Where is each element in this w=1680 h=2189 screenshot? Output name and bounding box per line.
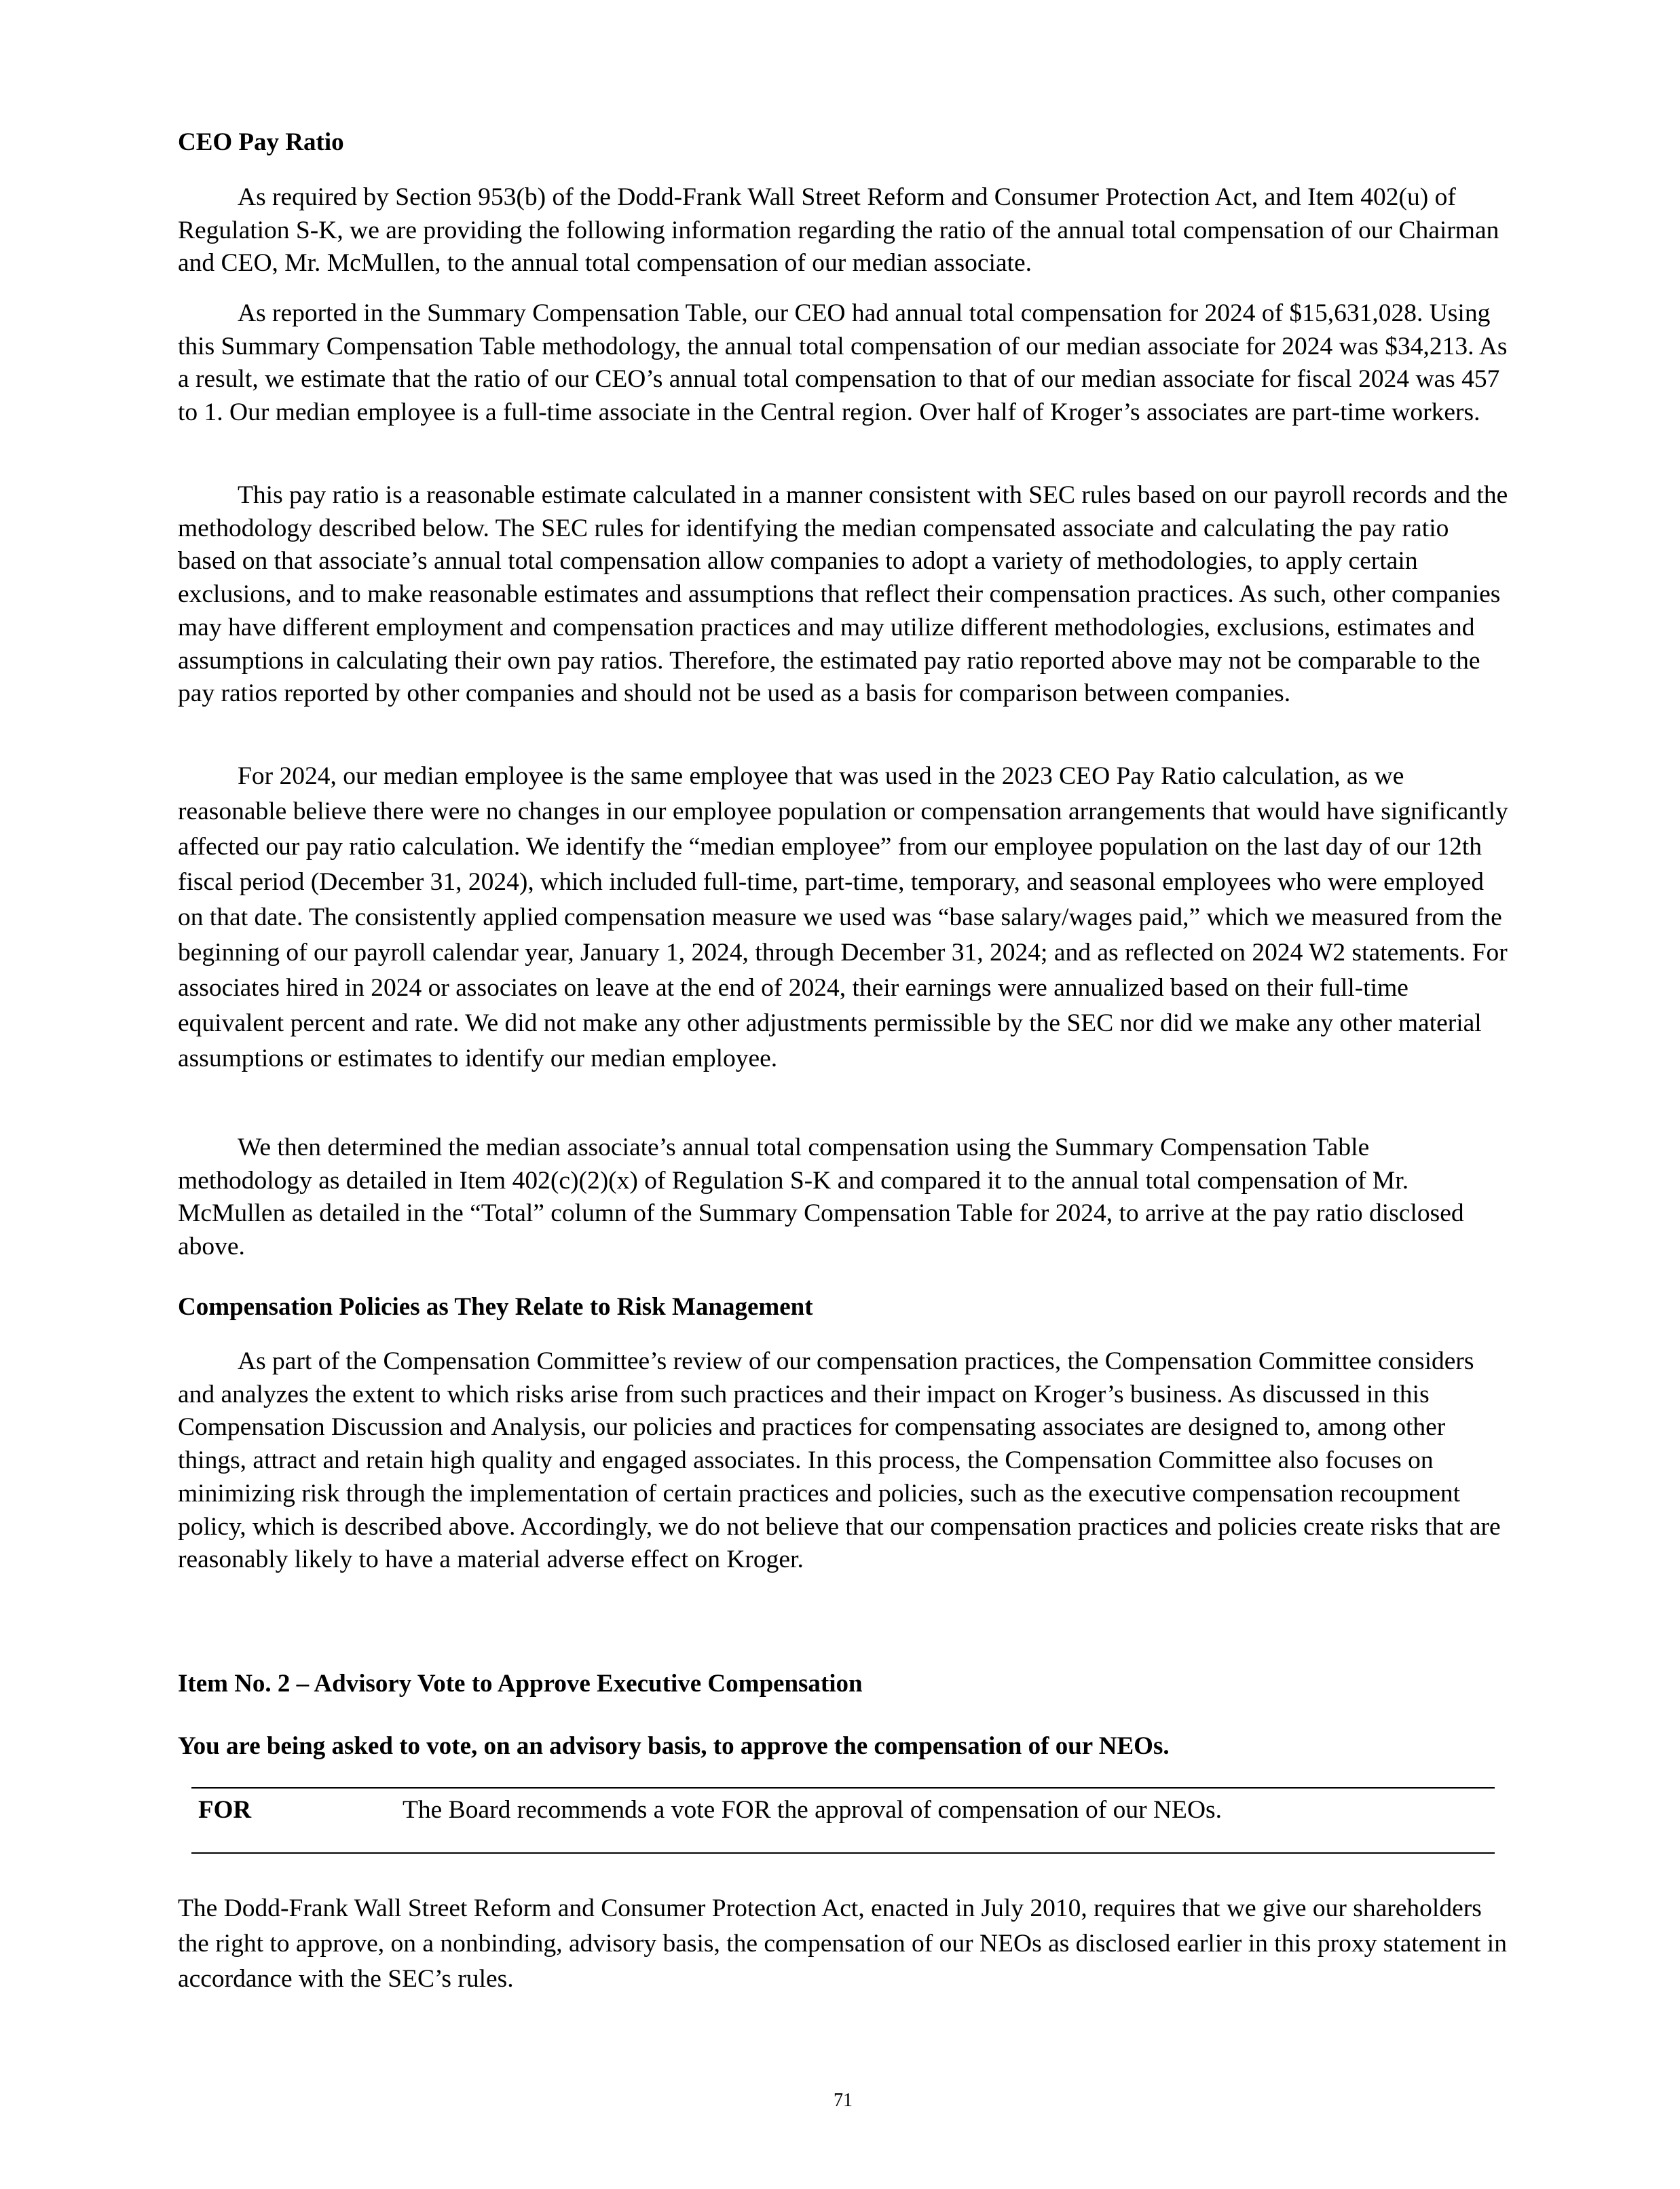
paragraph-pay-ratio-requirement: As required by Section 953(b) of the Dodd-Frank Wall Street Reform and Consumer Protection Act, and Item 402(u) of Regulation S-K, we are providing the following information regarding the ratio of the annual total compensation of our Chairman and CEO, Mr. McMullen, to the annual total compensation of our median associate.	[178, 183, 1499, 278]
recommendation-bottom-rule	[191, 1852, 1495, 1854]
recommendation-text: The Board recommends a vote FOR the approval of compensation of our NEOs.	[403, 1796, 1222, 1824]
recommendation-top-rule	[191, 1787, 1495, 1789]
recommendation-label: FOR	[198, 1796, 252, 1824]
paragraph-risk-management: As part of the Compensation Committee’s review of our compensation practices, the Compensation Committee considers and analyzes the extent to which risks arise from such practices and their impact on Kroger’s business. As discussed in this Compensation Discussion and Analysis, our policies and practices for compensating associates are designed to, among other things, attract and retain high quality and engaged associates. In this process, the Compensation Committee also focuses on minimizing risk through the implementation of certain practices and policies, such as the executive compensation recoupment policy, which is described above. Accordingly, we do not believe that our compensation practices and policies create risks that are reasonably likely to have a material adverse effect on Kroger.	[178, 1347, 1501, 1574]
heading-item-2: Item No. 2 – Advisory Vote to Approve Executive Compensation	[178, 1670, 863, 1698]
document-page	[178, 0, 1508, 2189]
paragraph-pay-ratio-estimate: This pay ratio is a reasonable estimate calculated in a manner consistent with SEC rules based on our payroll records and the methodology described below. The SEC rules for identifying the median compensated associate and calculating the pay ratio based on that associate’s annual total compensation allow companies to adopt a variety of methodologies, to apply certain exclusions, and to make reasonable estimates and assumptions that reflect their compensation practices. As such, other companies may have different employment and compensation practices and may utilize different methodologies, exclusions, estimates and assumptions in calculating their own pay ratios. Therefore, the estimated pay ratio reported above may not be comparable to the pay ratios reported by other companies and should not be used as a basis for comparison between companies.	[178, 481, 1508, 708]
paragraph-median-employee: For 2024, our median employee is the same employee that was used in the 2023 CEO Pay Ratio calculation, as we reasonable believe there were no changes in our employee population or compensation arrangements that would have significantly affected our pay ratio calculation. We identify the “median employee” from our employee population on the last day of our 12th fiscal period (December 31, 2024), which included full-time, part-time, temporary, and seasonal employees who were employed on that date. The consistently applied compensation measure we used was “base salary/wages paid,” which we measured from the beginning of our payroll calendar year, January 1, 2024, through December 31, 2024; and as reflected on 2024 W2 statements. For associates hired in 2024 or associates on leave at the end of 2024, their earnings were annualized based on their full-time equivalent percent and rate. We did not make any other adjustments permissible by the SEC nor did we make any other material assumptions or estimates to identify our median employee.	[178, 762, 1508, 1072]
paragraph-median-compensation: We then determined the median associate’s annual total compensation using the Summary Compensation Table methodology as detailed in Item 402(c)(2)(x) of Regulation S-K and compared it to the annual total compensation of Mr. McMullen as detailed in the “Total” column of the Summary Compensation Table for 2024, to arrive at the pay ratio disclosed above.	[178, 1134, 1464, 1261]
heading-risk-management: Compensation Policies as They Relate to Risk Management	[178, 1293, 813, 1321]
page-number: 71	[834, 2090, 853, 2111]
subheading-vote-request: You are being asked to vote, on an advisory basis, to approve the compensation of our NEOs.	[178, 1732, 1170, 1760]
heading-ceo-pay-ratio: CEO Pay Ratio	[178, 128, 344, 156]
paragraph-pay-ratio-figures: As reported in the Summary Compensation Table, our CEO had annual total compensation for 2024 of $15,631,028. Using this Summary Compensation Table methodology, the annual total compensation of our median associate for 2024 was $34,213. As a result, we estimate that the ratio of our CEO’s annual total compensation to that of our median associate for fiscal 2024 was 457 to 1. Our median employee is a full-time associate in the Central region. Over half of Kroger’s associates are part-time workers.	[178, 299, 1508, 427]
paragraph-say-on-pay: The Dodd-Frank Wall Street Reform and Consumer Protection Act, enacted in July 2010, requires that we give our shareholders the right to approve, on a nonbinding, advisory basis, the compensation of our NEOs as disclosed earlier in this proxy statement in accordance with the SEC’s rules.	[178, 1894, 1507, 1993]
